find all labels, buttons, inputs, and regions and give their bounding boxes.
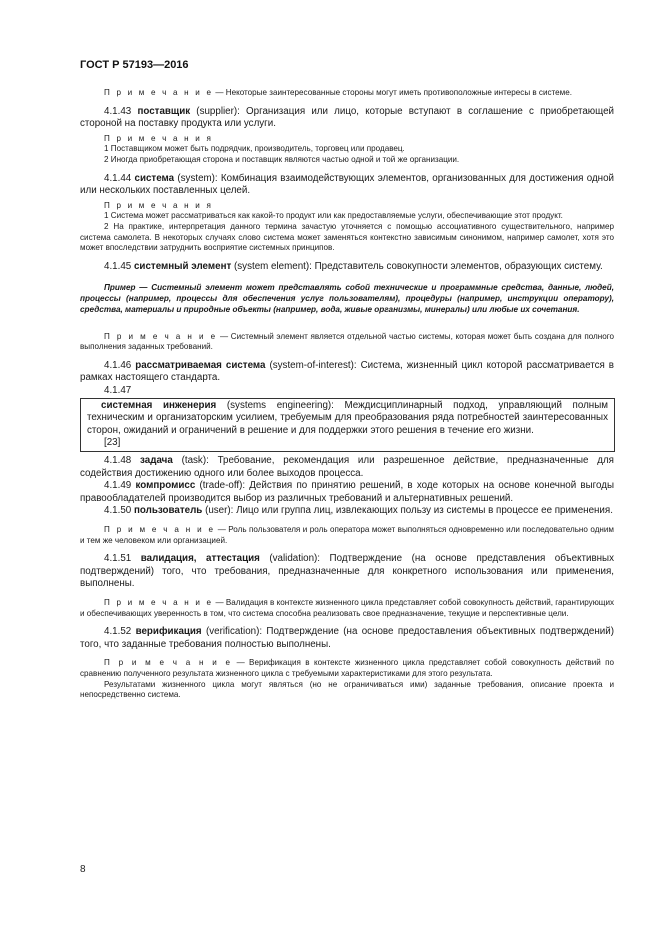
note-label: П р и м е ч а н и е — [104, 597, 214, 607]
notes-label-text: П р и м е ч а н и я — [104, 200, 214, 210]
note-4-1-52 — [80, 658, 614, 679]
entry-4-1-44 — [80, 173, 614, 198]
note-4-1-45 — [80, 332, 614, 353]
note-4-1-50 — [80, 525, 614, 546]
note-item: 1 Система может рассматриваться как какой-то продукт или как предоставляемые услуги, обеспечивающие этот продукт. — [104, 211, 563, 221]
entry-term: задача — [140, 455, 173, 467]
note-text: — Роль пользователя и роль оператора может выполняться одновременно или последовательно одним и тем же человеком или организацией. — [80, 525, 614, 545]
entry-term: поставщик — [137, 105, 191, 117]
entry-term: верификация — [135, 626, 202, 638]
note-item: 2 На практике, интерпретация данного термина зачастую уточняется с помощью ассоциативного существительного, например система самолета. В некоторых случаях слово система может заменяться контекстно зависимым синонимом, например самолет, хотя это может впоследствии затруднить восприятие системных принципов. — [80, 221, 614, 253]
page-number: 8 — [80, 864, 86, 875]
entry-definition: (validation): Подтверждение (на основе представления объективных подтверждений) того, что требования, предназначенные для конкретного использования или применения, выполнены. — [80, 553, 614, 590]
entry-number-4-1-47: 4.1.47 — [104, 385, 132, 397]
note-continuation: Результатами жизненного цикла могут являться (но не ограничиваться ими) заданные требования, описание проекта и непосредственно система. — [80, 679, 614, 700]
entry-definition: (systems engineering): Междисциплинарный подход, управляющий полным техническим и организаторским усилием, требуемым для преобразования ряда потребностей заинтересованных сторон, ожиданий и ограничений в решение и для поддержки этого решения в течение его жизни. — [87, 399, 608, 436]
entry-term: системный элемент — [133, 260, 232, 272]
note-text: — Системный элемент является отдельной частью системы, которая может быть создана для полного выполнения заданных требований. — [80, 331, 615, 352]
entry-definition: (trade-off): Действия по принятию решений, в ходе которых на основе конечной выгоды правообладателей производится выбор из различных требований и альтернативных решений. — [80, 480, 614, 504]
note-label: П р и м е ч а н и е — [104, 88, 214, 97]
note-text: — Валидация в контексте жизненного цикла представляет собой совокупность действий, гарантирующих и обеспечивающих уверенность в том, что система способна реализовать свое предназначение, текущие и перспективные цели. — [80, 597, 615, 618]
note-text: — Некоторые заинтересованные стороны могут иметь противоположные интересы в системе. — [213, 88, 572, 97]
entry-definition: (user): Лицо или группа лиц, извлекающих пользу из системы в процессе ее применения. — [202, 505, 613, 517]
entry-term: рассматриваемая система — [135, 359, 266, 371]
entry-term: система — [134, 172, 175, 184]
note-label: П р и м е ч а н и е — [104, 525, 216, 535]
entry-term: валидация, аттестация — [140, 553, 260, 565]
entry-number: 4.1.48 — [104, 455, 132, 467]
note-text: — Верификация в контексте жизненного цикла представляет собой совокупность действий по сравнению полученного результата жизненного цикла с требуемыми характеристиками для этого результата. — [80, 658, 615, 678]
source-reference: [23] — [104, 437, 121, 449]
entry-number: 4.1.50 — [104, 505, 132, 517]
entry-4-1-48 — [80, 455, 614, 480]
entry-number: 4.1.46 — [104, 359, 132, 371]
example-text: Пример — Системный элемент может представлять собой технические и программные средства, данные, людей, процессы (например, процессы для обеспечения услуг пользователям), процедуры (например, инструкции оператору), средства, материалы и природные объекты (например, вода, живые организмы, минералы) или любые их сочетания. — [80, 283, 614, 314]
entry-4-1-49 — [80, 480, 614, 505]
note-4-1-51 — [80, 598, 614, 619]
document-code-header: ГОСТ Р 57193—2016 — [80, 59, 189, 71]
entry-definition: (system element): Представитель совокупности элементов, образующих систему. — [231, 260, 603, 272]
entry-number: 4.1.44 — [104, 172, 132, 184]
entry-4-1-45 — [80, 261, 614, 274]
entry-definition: (system): Комбинация взаимодействующих элементов, организованных для достижения одной или нескольких поставленных целей. — [80, 172, 614, 197]
entry-4-1-47 — [87, 400, 608, 438]
entry-number: 4.1.43 — [104, 105, 132, 117]
entry-definition: (system-of-interest): Система, жизненный цикл которой рассматривается в рамках настоящего стандарта. — [80, 359, 614, 384]
notes-label-text: П р и м е ч а н и я — [104, 133, 214, 143]
entry-4-1-43 — [80, 106, 614, 131]
entry-number: 4.1.51 — [104, 553, 132, 565]
note-top — [80, 88, 614, 99]
entry-term: компромисс — [135, 480, 196, 492]
entry-number: 4.1.49 — [104, 480, 132, 492]
entry-number: 4.1.52 — [104, 626, 132, 638]
note-label: П р и м е ч а н и е — [104, 658, 233, 668]
notes-label — [80, 201, 614, 212]
note-label: П р и м е ч а н и е — [104, 331, 218, 341]
entry-definition: (supplier): Организация или лицо, которые вступают в соглашение с приобретающей стороной на поставку продукта или услуги. — [80, 105, 614, 130]
entry-term: пользователь — [133, 505, 203, 517]
note-item: 2 Иногда приобретающая сторона и поставщик являются частью одной и той же организации. — [104, 154, 460, 164]
note-item: 1 Поставщиком может быть подрядчик, производитель, торговец или продавец. — [104, 144, 405, 154]
entry-definition: (task): Требование, рекомендация или разрешенное действие, предназначенные для содействия достижению одного или более выходов процесса. — [80, 455, 614, 479]
page-body — [80, 88, 614, 701]
entry-4-1-50 — [80, 505, 614, 518]
boxed-entry-4-1-47 — [80, 398, 615, 452]
entry-4-1-52 — [80, 626, 614, 651]
entry-4-1-46 — [80, 360, 614, 385]
entry-4-1-51 — [80, 553, 614, 591]
entry-term: системная инженерия — [101, 399, 217, 411]
notes-label — [80, 134, 614, 145]
entry-definition: (verification): Подтверждение (на основе предоставления объективных подтверждений) того, что заданные требования полностью выполнены. — [80, 626, 614, 650]
entry-number: 4.1.45 — [104, 260, 132, 272]
